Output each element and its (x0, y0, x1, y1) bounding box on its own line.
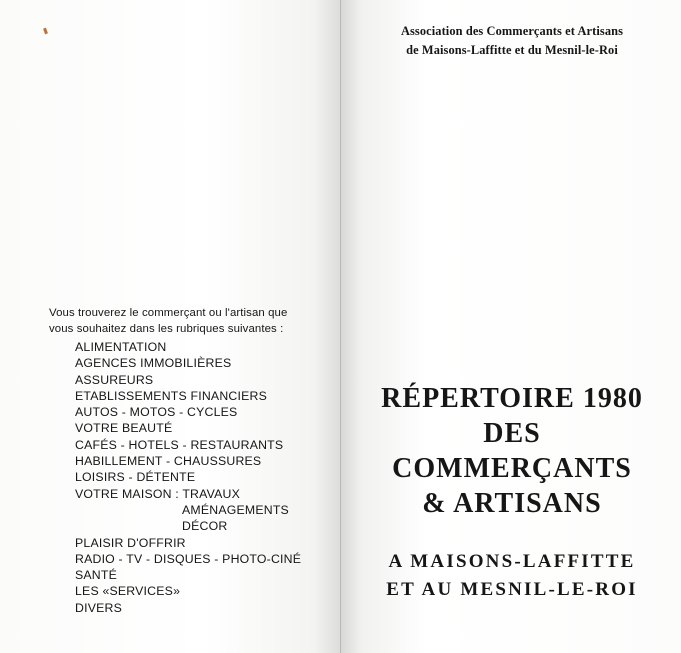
rubrique-item: LOISIRS - DÉTENTE (75, 470, 196, 485)
rubrique-item: CAFÉS - HOTELS - RESTAURANTS (75, 437, 284, 452)
subtitle-line: ET AU MESNIL-LE-ROI (386, 579, 638, 600)
rubrique-item: ETABLISSEMENTS FINANCIERS (75, 388, 267, 403)
association-header (343, 22, 681, 60)
rubrique-subitem: DÉCOR (182, 519, 228, 534)
rubrique-item: VOTRE BEAUTÉ (75, 421, 173, 436)
rubrique-item: PLAISIR D'OFFRIR (75, 535, 186, 550)
location-subtitle (343, 548, 681, 604)
rubrique-item: HABILLEMENT - CHAUSSURES (75, 454, 262, 469)
rubrique-item: ALIMENTATION (75, 340, 167, 354)
intro-line: vous souhaitez dans les rubriques suivantes : (49, 323, 284, 335)
rubrique-item: AUTOS - MOTOS - CYCLES (75, 405, 238, 420)
title-line: & ARTISANS (422, 488, 602, 519)
association-line: de Maisons-Laffitte et du Mesnil-le-Roi (406, 43, 618, 57)
rubrique-item: AGENCES IMMOBILIÈRES (75, 356, 232, 371)
rubrique-item: ASSUREURS (75, 372, 154, 387)
rubrique-item: RADIO - TV - DISQUES - PHOTO-CINÉ (75, 551, 302, 566)
rubrique-item: VOTRE MAISON : TRAVAUX (75, 486, 240, 501)
main-title (343, 381, 681, 521)
association-line: Association des Commerçants et Artisans (400, 24, 624, 38)
rubrique-item: SANTÉ (75, 568, 117, 583)
intro-text (49, 305, 339, 337)
ink-mark (43, 28, 48, 35)
title-line: RÉPERTOIRE 1980 (381, 383, 643, 414)
title-line: COMMERÇANTS (392, 453, 632, 484)
rubrique-subitem: AMÉNAGEMENTS (182, 502, 289, 517)
title-line: DES (483, 418, 541, 449)
intro-line: Vous trouverez le commerçant ou l'artisan que (49, 307, 288, 319)
rubrique-item: LES «SERVICES» (75, 584, 181, 599)
rubrique-item: DIVERS (75, 600, 122, 615)
rubriques-list (75, 339, 340, 616)
subtitle-line: A MAISONS-LAFFITTE (388, 551, 636, 572)
